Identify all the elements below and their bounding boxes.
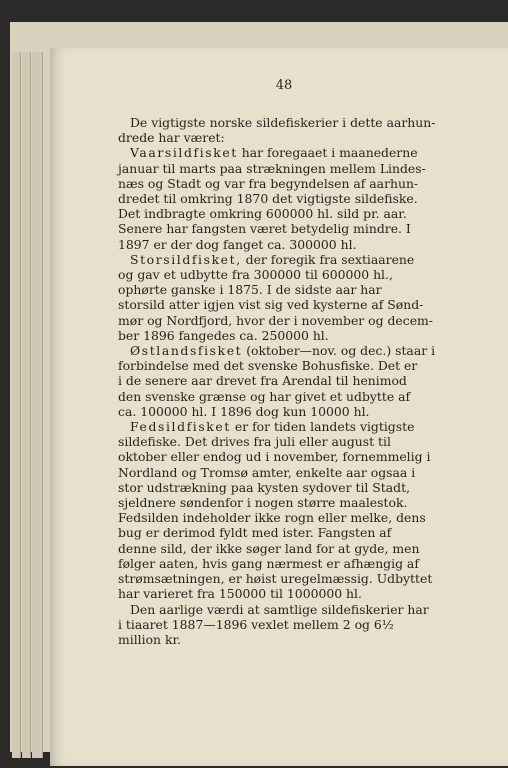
text-line xyxy=(118,434,474,449)
paragraph-lead: Fedsildfisket xyxy=(130,419,231,435)
line-text: oktober eller endog ud i november, fornemmelig i xyxy=(118,449,431,465)
paragraph xyxy=(118,115,474,145)
line-text: og gav et udbytte fra 300000 til 600000 hl., xyxy=(118,267,393,283)
text-line xyxy=(118,419,474,434)
line-text: De vigtigste norske sildefiskerier i dette aarhun- xyxy=(130,115,436,130)
text-line xyxy=(118,404,474,419)
text-line xyxy=(118,206,474,221)
text-line xyxy=(118,571,474,586)
line-text: har varieret fra 150000 til 1000000 hl. xyxy=(118,586,362,602)
line-text: denne sild, der ikke søger land for at gyde, men xyxy=(118,540,420,556)
line-text: (oktober—nov. og dec.) staar i xyxy=(242,343,436,359)
text-line xyxy=(118,373,474,388)
line-text: i de senere aar drevet fra Arendal til henimod xyxy=(118,373,407,389)
text-line xyxy=(118,313,474,328)
text-line xyxy=(118,525,474,540)
line-text: mør og Nordfjord, hvor der i november og decem- xyxy=(118,312,433,328)
paragraph xyxy=(118,252,474,343)
line-text: den svenske grænse og har givet et udbytte af xyxy=(118,388,411,404)
text-line xyxy=(118,358,474,373)
paragraph xyxy=(118,602,474,648)
line-text: januar til marts paa strækningen mellem Lindes- xyxy=(118,160,426,176)
line-text: er for tiden landets vigtigste xyxy=(230,419,415,435)
line-text: Senere har fangsten været betydelig mindre. I xyxy=(118,221,411,237)
paragraph-lead: Storsildfisket, xyxy=(130,251,242,267)
line-text: i tiaaret 1887—1896 vexlet mellem 2 og 6½ xyxy=(118,616,394,632)
line-text: Nordland og Tromsø amter, enkelte aar ogsaa i xyxy=(118,464,416,480)
text-line xyxy=(118,480,474,495)
line-text: har foregaaet i maanederne xyxy=(237,145,418,161)
line-text: drede har været: xyxy=(118,130,225,146)
line-text: Den aarlige værdi at samtlige sildefiskerier har xyxy=(130,601,429,617)
line-text: Det indbragte omkring 600000 hl. sild pr. aar. xyxy=(118,206,407,222)
line-text: storsild atter igjen vist sig ved kysterne af Sønd- xyxy=(118,297,424,313)
text-line xyxy=(118,465,474,480)
line-text: Fedsilden indeholder ikke rogn eller melke, dens xyxy=(118,510,426,526)
line-text: stor udstrækning paa kysten sydover til Stadt, xyxy=(118,479,411,495)
line-text: strømsætningen, er høist uregelmæssig. Udbyttet xyxy=(118,571,433,587)
line-text: følger aaten, hvis gang nærmest er afhængig af xyxy=(118,555,419,571)
line-text: ber 1896 fangedes ca. 250000 hl. xyxy=(118,327,329,343)
text-line xyxy=(118,556,474,571)
text-line xyxy=(118,602,474,617)
text-line xyxy=(118,237,474,252)
line-text: bug er derimod fyldt med ister. Fangsten af xyxy=(118,525,392,541)
line-text: næs og Stadt og var fra begyndelsen af aarhun- xyxy=(118,175,419,191)
paragraph xyxy=(118,145,474,251)
text-line xyxy=(118,221,474,236)
text-line xyxy=(118,586,474,601)
text-line xyxy=(118,161,474,176)
text-line xyxy=(118,130,474,145)
text-line xyxy=(118,449,474,464)
paragraph-lead: Vaarsildfisket xyxy=(130,145,238,161)
line-text: sjeldnere søndenfor i nogen større maalestok. xyxy=(118,495,408,511)
text-line xyxy=(118,632,474,647)
page-edge xyxy=(22,52,31,758)
paragraph-lead: Østlandsfisket xyxy=(130,343,243,359)
text-line xyxy=(118,541,474,556)
text-line xyxy=(118,510,474,525)
text-line xyxy=(118,328,474,343)
text-line xyxy=(118,252,474,267)
paragraph xyxy=(118,343,474,419)
text-line xyxy=(118,495,474,510)
text-line xyxy=(118,191,474,206)
page-edge xyxy=(32,52,43,758)
line-text: 1897 er der dog fanget ca. 300000 hl. xyxy=(118,236,357,252)
line-text: sildefiske. Det drives fra juli eller august til xyxy=(118,434,391,450)
line-text: ca. 100000 hl. I 1896 dog kun 10000 hl. xyxy=(118,403,370,419)
text-line xyxy=(118,617,474,632)
paragraph xyxy=(118,419,474,601)
text-line xyxy=(118,267,474,282)
text-line xyxy=(118,115,474,130)
text-line xyxy=(118,297,474,312)
page-edge xyxy=(12,52,21,758)
text-line xyxy=(118,145,474,160)
line-text: ophørte ganske i 1875. I de sidste aar har xyxy=(118,282,382,298)
line-text: million kr. xyxy=(118,631,181,647)
text-line xyxy=(118,343,474,358)
text-line xyxy=(118,282,474,297)
line-text: forbindelse med det svenske Bohusfiske. Det er xyxy=(118,358,418,374)
text-line xyxy=(118,176,474,191)
page-number: 48 xyxy=(275,78,293,93)
line-text: dredet til omkring 1870 det vigtigste sildefiske. xyxy=(118,191,418,207)
text-line xyxy=(118,389,474,404)
body-text xyxy=(118,115,474,647)
line-text: der foregik fra sextiaarene xyxy=(241,251,415,267)
